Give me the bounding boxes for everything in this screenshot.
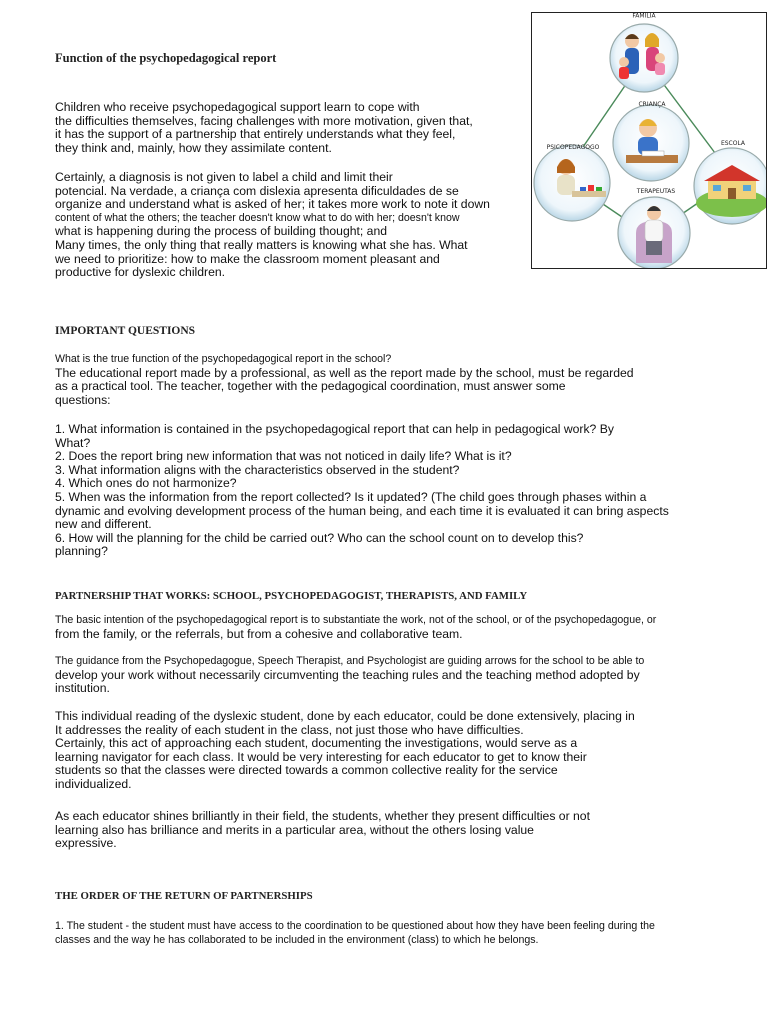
order-paragraph-1: [55, 920, 655, 947]
intro-paragraph-1: [55, 101, 473, 155]
school-bubble: [694, 148, 767, 224]
label-terapeutas: TERAPEUTAS: [636, 188, 676, 195]
section-heading-partnership: PARTNERSHIP THAT WORKS: SCHOOL, PSYCHOPEDAGOGIST, THERAPISTS, AND FAMILY: [55, 590, 528, 602]
text-line: learning navigator for each class. It would be very interesting for each educator to get to know their: [55, 749, 587, 764]
list-item: new and different.: [55, 517, 152, 532]
intro-paragraph-2: [55, 171, 490, 280]
text-line: Certainly, a diagnosis is not given to label a child and limit their: [55, 170, 393, 184]
child-bubble: [613, 105, 689, 181]
text-line: institution.: [55, 681, 110, 696]
section-heading-important-questions: IMPORTANT QUESTIONS: [55, 325, 196, 337]
partnership-paragraph-3: [55, 710, 635, 792]
partnership-paragraph-2: [55, 655, 644, 696]
label-escola: ESCOLA: [720, 140, 746, 147]
list-item: 2. Does the report bring new information that was not noticed in daily life? What is it?: [55, 449, 512, 464]
text-line: 1. The student - the student must have access to the coordination to be questioned about how they have been feeling during the: [55, 920, 655, 932]
text-line: classes and the way he has collaborated to be included in the environment (class) to which he belongs.: [55, 933, 539, 946]
list-item: 3. What information aligns with the characteristics observed in the student?: [55, 462, 460, 477]
text-line: Many times, the only thing that really matters is knowing what she has. What: [55, 237, 468, 252]
text-line: what is happening during the process of building thought; and: [55, 224, 388, 239]
partnership-illustration: [531, 12, 767, 269]
list-item: 6. How will the planning for the child be carried out? Who can the school count on to develop this?: [55, 530, 584, 545]
text-line: The basic intention of the psychopedagogical report is to substantiate the work, not of the school, or of the psychopedagogue, or: [55, 614, 657, 626]
text-line: students so that the classes were directed towards a common collective reality for the service: [55, 763, 558, 778]
questions-list: [55, 423, 669, 559]
text-line: the difficulties themselves, facing challenges with more motivation, given that,: [55, 113, 473, 128]
text-line: we need to prioritize: how to make the classroom moment pleasant and: [55, 251, 440, 266]
text-line: The educational report made by a professional, as well as the report made by the school, must be regarded: [55, 365, 634, 380]
text-line: productive for dyslexic children.: [55, 265, 226, 280]
text-line: expressive.: [55, 836, 117, 851]
text-line: questions:: [55, 392, 111, 407]
label-crianca: CRIANÇA: [638, 101, 666, 108]
text-line: The guidance from the Psychopedagogue, Speech Therapist, and Psychologist are guiding arrows for the school to be able to: [55, 655, 645, 667]
page-title: Function of the psychopedagogical report: [55, 51, 277, 65]
text-line: learning also has brilliance and merits in a particular area, without the others losing value: [55, 822, 534, 837]
family-bubble: [610, 24, 678, 92]
text-line: What is the true function of the psychopedagogical report in the school?: [55, 353, 392, 365]
label-psicopedagogo: PSICOPEDAGOGO: [546, 144, 600, 151]
text-line: Children who receive psychopedagogical support learn to cope with: [55, 100, 420, 114]
list-item: 4. Which ones do not harmonize?: [55, 476, 237, 491]
partnership-paragraph-1: [55, 614, 656, 641]
list-item: dynamic and evolving development process of the human being, and each time it is evaluated it can bring aspects: [55, 503, 669, 518]
psychopedagogue-bubble: [534, 145, 610, 221]
list-item: 5. When was the information from the report collected? Is it updated? (The child goes through phases within a: [55, 489, 647, 504]
text-line: It addresses the reality of each student in the class, not just those who have difficulties.: [55, 722, 524, 737]
text-line: as a practical tool. The teacher, together with the pedagogical coordination, must answer some: [55, 379, 566, 394]
important-question: [55, 353, 634, 407]
list-item: 1. What information is contained in the psychopedagogical report that can help in pedagogical work? By: [55, 422, 614, 436]
therapists-bubble: [618, 197, 690, 269]
text-line: it has the support of a partnership that entirely understands what they feel,: [55, 127, 456, 142]
text-line: Certainly, this act of approaching each student, documenting the investigations, would serve as a: [55, 736, 578, 751]
text-line: organize and understand what is asked of her; it takes more work to note it down: [55, 197, 490, 212]
section-heading-order: THE ORDER OF THE RETURN OF PARTNERSHIPS: [55, 890, 313, 902]
text-line: develop your work without necessarily circumventing the teaching rules and the teaching method adopted by: [55, 667, 640, 682]
partnership-paragraph-4: [55, 810, 590, 851]
text-line: individualized.: [55, 776, 132, 791]
text-line: they think and, mainly, how they assimilate content.: [55, 140, 332, 155]
text-line: As each educator shines brilliantly in their field, the students, whether they present difficulties or not: [55, 809, 590, 823]
text-line: from the family, or the referrals, but from a cohesive and collaborative team.: [55, 626, 463, 641]
text-line: potencial. Na verdade, a criança com dislexia apresenta dificuldades de se: [55, 183, 459, 198]
partnership-diagram: [532, 13, 767, 269]
label-familia: FAMÍLIA: [632, 13, 656, 20]
text-line: content of what the others; the teacher doesn't know what to do with her; doesn't know: [55, 211, 460, 224]
list-item: planning?: [55, 544, 108, 559]
list-item: What?: [55, 435, 91, 450]
text-line: This individual reading of the dyslexic student, done by each educator, could be done extensively, placing in: [55, 709, 635, 723]
